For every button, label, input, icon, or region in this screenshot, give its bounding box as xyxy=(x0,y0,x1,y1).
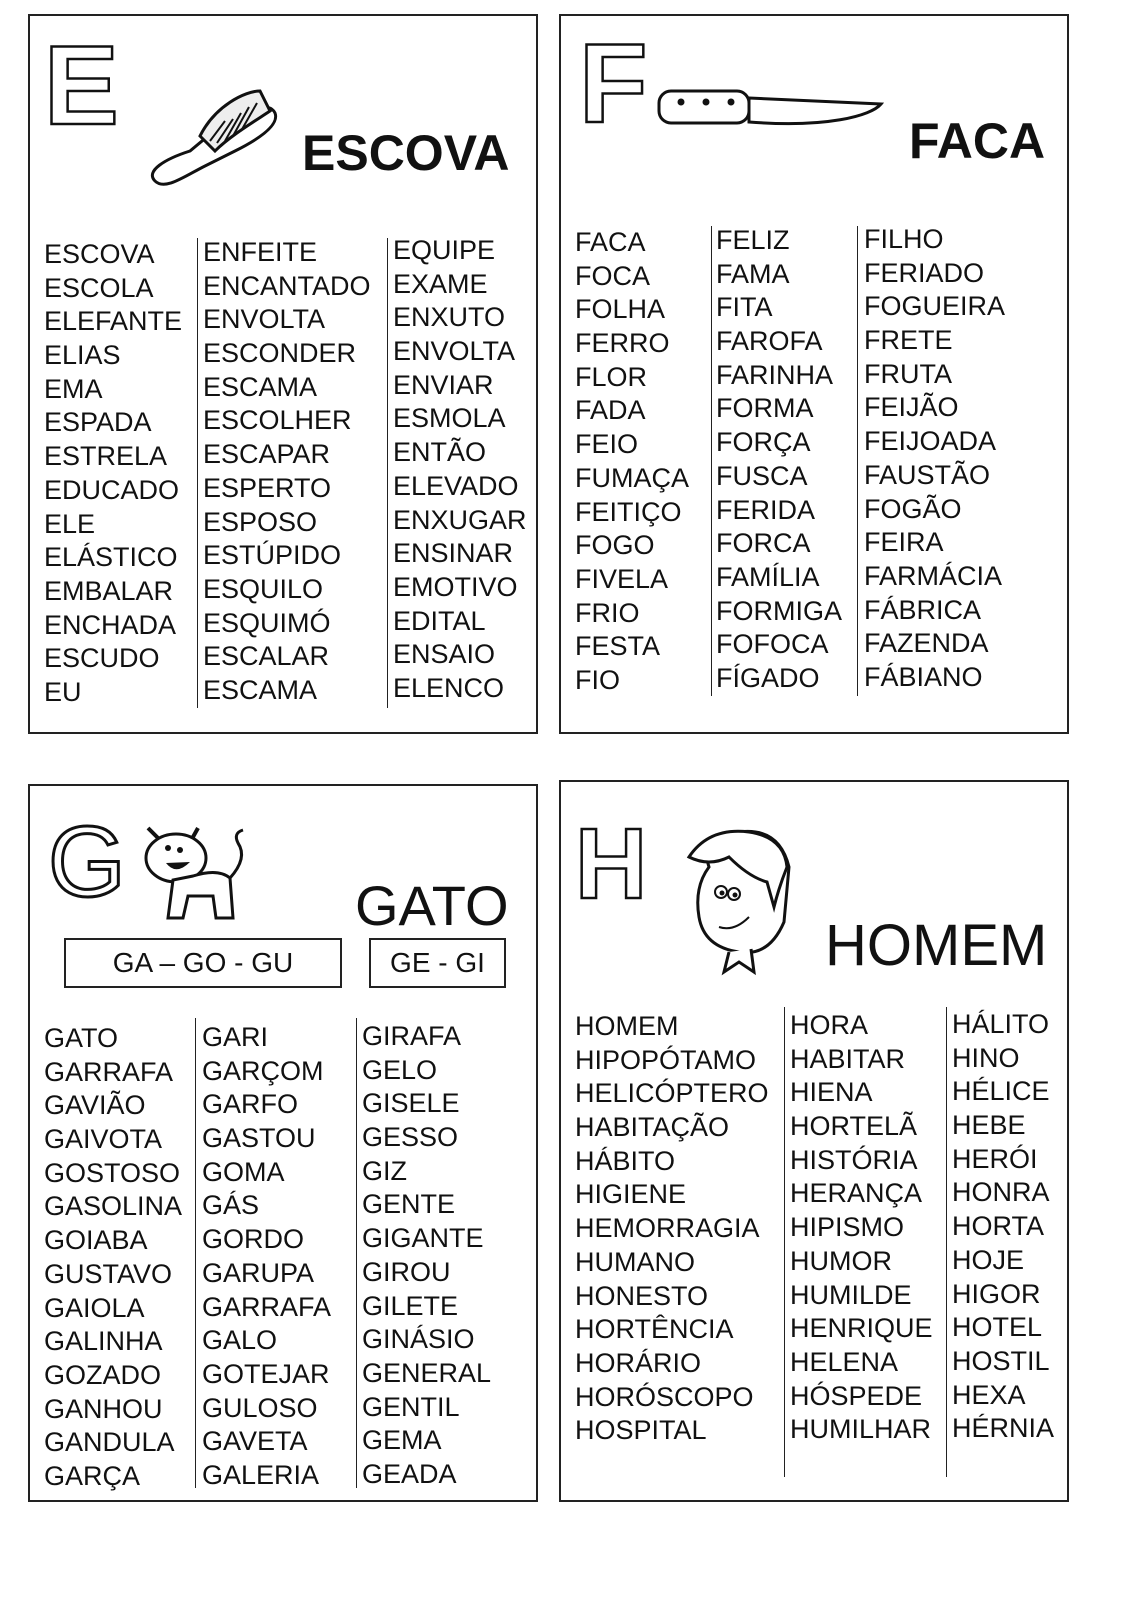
brush-icon xyxy=(145,81,295,191)
word: HIPISMO xyxy=(790,1212,905,1243)
word: FELIZ xyxy=(716,225,790,255)
word: FERIADO xyxy=(864,257,985,288)
word: HINO xyxy=(952,1042,1020,1073)
word: HORA xyxy=(790,1010,869,1040)
word: ESTRELA xyxy=(44,441,168,472)
word: GELO xyxy=(362,1054,438,1085)
word: GANHOU xyxy=(44,1393,163,1424)
word: ESTÚPIDO xyxy=(203,540,342,571)
word: FRETE xyxy=(864,325,953,356)
word: HORÁRIO xyxy=(575,1347,702,1378)
word: ESQUILO xyxy=(203,573,324,604)
word: GASOLINA xyxy=(44,1191,183,1222)
word: HÁBITO xyxy=(575,1145,676,1176)
word-column xyxy=(44,1022,182,1494)
word: GAVETA xyxy=(202,1426,308,1457)
word: GARÇA xyxy=(44,1460,141,1491)
word: FADA xyxy=(575,395,646,426)
word: HONRA xyxy=(952,1177,1050,1208)
word: GOSTOSO xyxy=(44,1157,181,1188)
word: FAZENDA xyxy=(864,628,989,659)
word: GANDULA xyxy=(44,1427,175,1458)
word: ESCOLHER xyxy=(203,405,352,436)
big-letter: G xyxy=(48,806,126,918)
word: GIZ xyxy=(362,1155,407,1186)
word: FARINHA xyxy=(716,359,834,390)
word: ENVOLTA xyxy=(203,304,326,335)
card-title: FACA xyxy=(909,113,1046,169)
word: GÁS xyxy=(202,1190,260,1221)
word: HISTÓRIA xyxy=(790,1144,918,1175)
word: ESPOSO xyxy=(203,506,318,537)
word: GOMA xyxy=(202,1156,285,1187)
word: HONESTO xyxy=(575,1280,709,1311)
word-column xyxy=(362,1020,491,1492)
word: ESPADA xyxy=(44,407,152,438)
word-column xyxy=(575,1010,769,1448)
word: HUMANO xyxy=(575,1246,695,1277)
column-divider xyxy=(711,226,712,696)
word: GAIVOTA xyxy=(44,1124,163,1155)
word: FAMA xyxy=(716,258,790,289)
word: HUMILHAR xyxy=(790,1414,932,1445)
word: FIVELA xyxy=(575,563,669,594)
word: GOIABA xyxy=(44,1225,148,1256)
word: FOCA xyxy=(575,260,651,291)
word: ESCUDO xyxy=(44,643,160,674)
word: FORMA xyxy=(716,393,814,424)
word: GARI xyxy=(202,1022,269,1052)
word: FRUTA xyxy=(864,358,952,389)
word: HABITAÇÃO xyxy=(575,1112,730,1143)
word: GISELE xyxy=(362,1088,460,1119)
word: FEIRA xyxy=(864,527,944,558)
word: GEADA xyxy=(362,1458,457,1489)
word: HEMORRAGIA xyxy=(575,1213,760,1244)
word: HENRIQUE xyxy=(790,1313,933,1344)
word: ESPERTO xyxy=(203,472,332,503)
word: FAROFA xyxy=(716,326,823,357)
word: FIO xyxy=(575,664,620,695)
word: GIGANTE xyxy=(362,1223,484,1254)
word: FÍGADO xyxy=(716,662,820,693)
card-e xyxy=(28,14,538,734)
word: GARFO xyxy=(202,1089,299,1120)
word: EMA xyxy=(44,373,103,404)
word: EMOTIVO xyxy=(393,571,518,602)
word: GARUPA xyxy=(202,1257,315,1288)
column-divider xyxy=(356,1018,357,1488)
word: FEITIÇO xyxy=(575,496,682,527)
big-letter: H xyxy=(575,808,648,920)
card-h xyxy=(559,780,1069,1502)
word: HORTELÃ xyxy=(790,1111,918,1142)
word: GEMA xyxy=(362,1425,442,1456)
card-f xyxy=(559,14,1069,734)
word: FAMÍLIA xyxy=(716,561,820,592)
card-title: ESCOVA xyxy=(302,125,510,181)
word: HORTA xyxy=(952,1211,1045,1242)
word: HÉLICE xyxy=(952,1076,1050,1107)
word: FLOR xyxy=(575,361,648,392)
word: HELICÓPTERO xyxy=(575,1078,769,1109)
knife-icon xyxy=(656,86,896,136)
word: EQUIPE xyxy=(393,235,496,265)
word: FEIO xyxy=(575,429,639,460)
word: HUMOR xyxy=(790,1245,892,1276)
word: FORÇA xyxy=(716,427,811,458)
word: GATO xyxy=(44,1023,119,1053)
card-g xyxy=(28,784,538,1502)
word: ESCOLA xyxy=(44,272,154,303)
word: FOFOCA xyxy=(716,629,829,660)
word: FESTA xyxy=(575,631,661,662)
word: ELENCO xyxy=(393,672,505,703)
big-letter: E xyxy=(44,23,119,148)
word: EMBALAR xyxy=(44,575,174,606)
word: FEIJOADA xyxy=(864,426,997,457)
word: ENVIAR xyxy=(393,369,494,400)
word: FRIO xyxy=(575,597,640,628)
word-column xyxy=(790,1009,933,1447)
word-column xyxy=(864,223,1005,695)
word: GALINHA xyxy=(44,1326,163,1357)
word: FOGO xyxy=(575,530,655,561)
word-column xyxy=(575,226,689,698)
word: FARMÁCIA xyxy=(864,560,1003,591)
word-column xyxy=(203,236,371,708)
word: ESCALAR xyxy=(203,641,330,672)
word: HORTÊNCIA xyxy=(575,1314,734,1345)
word: HABITAR xyxy=(790,1043,906,1074)
word: HELENA xyxy=(790,1346,899,1377)
column-divider xyxy=(857,226,858,696)
word: EU xyxy=(44,676,82,707)
word: ESMOLA xyxy=(393,403,506,434)
cat-icon xyxy=(138,818,258,928)
word: ESQUIMÓ xyxy=(203,607,331,638)
word: GOZADO xyxy=(44,1359,162,1390)
word: ENXUGAR xyxy=(393,504,527,535)
word: ENCHADA xyxy=(44,609,177,640)
word: GESSO xyxy=(362,1122,459,1153)
word: GILETE xyxy=(362,1290,459,1321)
word: GENERAL xyxy=(362,1357,492,1388)
word: HEBE xyxy=(952,1110,1026,1141)
word: GENTIL xyxy=(362,1391,460,1422)
word: ENSAIO xyxy=(393,639,496,670)
word: GINÁSIO xyxy=(362,1324,475,1355)
word: GUSTAVO xyxy=(44,1258,173,1289)
word: EXAME xyxy=(393,268,488,299)
word: HOSTIL xyxy=(952,1345,1050,1376)
word: FÁBIANO xyxy=(864,661,983,692)
word: FÁBRICA xyxy=(864,594,982,625)
word-column xyxy=(393,234,527,706)
word: GARRAFA xyxy=(44,1056,174,1087)
word: FORCA xyxy=(716,528,811,559)
word: ENCANTADO xyxy=(203,270,371,301)
word: ELEVADO xyxy=(393,470,519,501)
word: ENTÃO xyxy=(393,437,487,468)
word: GAIOLA xyxy=(44,1292,145,1323)
word: HERÓI xyxy=(952,1143,1038,1174)
word: HUMILDE xyxy=(790,1279,912,1310)
word: HIGOR xyxy=(952,1278,1041,1309)
word: FERRO xyxy=(575,328,670,359)
word: ELE xyxy=(44,508,96,539)
word: FORMIGA xyxy=(716,595,842,626)
word: HOMEM xyxy=(575,1011,679,1041)
word: GOTEJAR xyxy=(202,1358,330,1389)
word: EDITAL xyxy=(393,605,486,636)
word: HÉRNIA xyxy=(952,1413,1055,1444)
word: ESCAPAR xyxy=(203,439,331,470)
word: HOJE xyxy=(952,1244,1025,1275)
word: HORÓSCOPO xyxy=(575,1381,754,1412)
word: FOLHA xyxy=(575,294,666,325)
word-column xyxy=(202,1021,331,1493)
column-divider xyxy=(387,238,388,708)
word: GALO xyxy=(202,1325,278,1356)
word: GALERIA xyxy=(202,1459,320,1490)
word: FUMAÇA xyxy=(575,462,689,493)
word: ESCAMA xyxy=(203,371,318,402)
column-divider xyxy=(197,238,198,708)
word: GENTE xyxy=(362,1189,456,1220)
column-divider xyxy=(946,1007,947,1477)
word: FILHO xyxy=(864,224,944,254)
word: FOGÃO xyxy=(864,493,962,524)
word: GARRAFA xyxy=(202,1291,332,1322)
word: HIGIENE xyxy=(575,1179,687,1210)
word: ENSINAR xyxy=(393,538,514,569)
word: FACA xyxy=(575,227,646,257)
word: ELEFANTE xyxy=(44,306,183,337)
word: HEXA xyxy=(952,1379,1026,1410)
word: GARÇOM xyxy=(202,1055,324,1086)
word: FUSCA xyxy=(716,460,808,491)
word: ESCAMA xyxy=(203,674,318,705)
word: ENFEITE xyxy=(203,237,318,267)
word: GIROU xyxy=(362,1256,451,1287)
word: HIENA xyxy=(790,1077,873,1108)
word-column xyxy=(716,224,842,696)
word: FERIDA xyxy=(716,494,816,525)
column-divider xyxy=(195,1018,196,1488)
word: HOSPITAL xyxy=(575,1415,707,1446)
syllable-box: GE - GI xyxy=(369,938,506,988)
word: HOTEL xyxy=(952,1312,1043,1343)
word: ENVOLTA xyxy=(393,336,516,367)
man-face-icon xyxy=(679,827,799,977)
word: GASTOU xyxy=(202,1123,316,1154)
word: ELÁSTICO xyxy=(44,542,178,573)
word: GAVIÃO xyxy=(44,1090,146,1121)
word-column xyxy=(44,238,182,710)
word: HÁLITO xyxy=(952,1009,1050,1039)
word: HIPOPÓTAMO xyxy=(575,1044,757,1075)
word: HÓSPEDE xyxy=(790,1380,923,1411)
card-title: HOMEM xyxy=(825,913,1048,978)
word: ESCONDER xyxy=(203,338,357,369)
word: HERANÇA xyxy=(790,1178,923,1209)
word: FOGUEIRA xyxy=(864,291,1006,322)
word: EDUCADO xyxy=(44,474,180,505)
word: GORDO xyxy=(202,1224,305,1255)
word: ESCOVA xyxy=(44,239,155,269)
card-title: GATO xyxy=(355,874,509,937)
word: FAUSTÃO xyxy=(864,459,991,490)
word: ELIAS xyxy=(44,340,121,371)
word: FITA xyxy=(716,292,773,323)
word: GULOSO xyxy=(202,1392,318,1423)
column-divider xyxy=(784,1007,785,1477)
word: ENXUTO xyxy=(393,302,506,333)
word: GIRAFA xyxy=(362,1021,462,1051)
big-letter: F xyxy=(579,21,648,146)
syllable-box: GA – GO - GU xyxy=(64,938,342,988)
word: FEIJÃO xyxy=(864,392,959,423)
word-column xyxy=(952,1008,1054,1446)
